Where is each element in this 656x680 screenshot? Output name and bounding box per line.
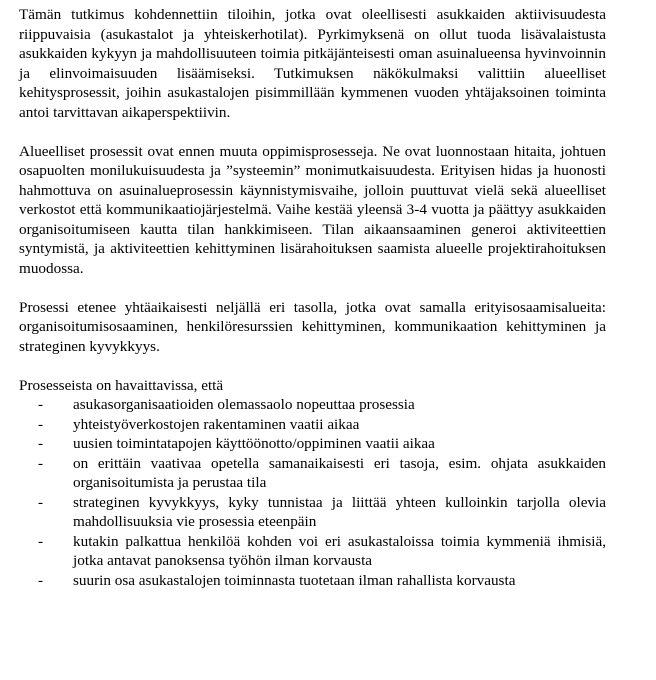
paragraph-four-levels: Prosessi etenee yhtäaikaisesti neljällä eri tasolla, jotka ovat samalla erityisosaamisalueita: organisoitumisosaaminen, henkilöresurssien kehittyminen, kommunikaation kehittyminen ja strateginen kyvykkyys. — [19, 298, 606, 355]
list-item — [19, 395, 606, 415]
list-item-text: strateginen kyvykkyys, kyky tunnistaa ja liittää yhteen kulloinkin tarjolla olevia mahdollisuuksia vie prosessia eteenpäin — [73, 493, 606, 530]
list-item-text: yhteistyöverkostojen rakentaminen vaatii aikaa — [73, 415, 360, 433]
bullet-dash: - — [38, 396, 44, 413]
list-item-text: uusien toimintatapojen käyttöönotto/oppiminen vaatii aikaa — [73, 435, 435, 452]
list-item-text: asukasorganisaatioiden olemassaolo nopeuttaa prosessia — [73, 396, 415, 413]
bullet-dash: - — [38, 493, 44, 511]
list-item — [19, 415, 606, 435]
list-item — [19, 454, 606, 493]
list-item — [19, 434, 606, 454]
list-intro: Prosesseista on havaittavissa, että — [19, 376, 224, 394]
bullet-dash: - — [38, 454, 44, 472]
bullet-dash: - — [38, 435, 44, 452]
bullet-dash: - — [38, 571, 44, 589]
list-item — [19, 571, 606, 591]
paragraph-regional-processes: Alueelliset prosessit ovat ennen muuta oppimisprosesseja. Ne ovat luonnostaan hitaita, johtuen osapuolten monilukuisuudesta ja ”systeemin” monimutkaisuudesta. Erityisen hidas ja huonosti hahmottuva on asuinalueprosessin käynnistymisvaihe, jolloin puuttuvat vielä sekä alueelliset verkostot että kommunikaatiojärjestelmä. Vaihe kestää yleensä 3-4 vuotta ja päättyy asukkaiden organisoitumiseen kautta tilan hankkimiseen. Tilan aikaansaaminen generoi aktiviteettien syntymistä, ja aktiviteettien kehittyminen lisärahoituksen saamista alueelle projektirahoituksen muodossa. — [19, 142, 606, 277]
list-item — [19, 493, 606, 532]
list-item-text: suurin osa asukastalojen toiminnasta tuotetaan ilman rahallista korvausta — [73, 571, 516, 589]
bullet-dash: - — [38, 415, 44, 433]
list-item-text: on erittäin vaativaa opetella samanaikaisesti eri tasoja, esim. ohjata asukkaiden organisoitumista ja perustaa tila — [73, 454, 606, 491]
list-item-text: kutakin palkattua henkilöä kohden voi eri asukastaloissa toimia kymmeniä ihmisiä, jotka antavat panoksensa työhön ilman korvausta — [73, 532, 606, 569]
observations-list — [19, 395, 606, 590]
list-item — [19, 532, 606, 571]
bullet-dash: - — [38, 532, 44, 550]
paragraph-research-focus: Tämän tutkimus kohdennettiin tiloihin, jotka ovat oleellisesti asukkaiden aktiivisuudesta riippuvaisia (asukastalot ja yhteiskerhotilat). Pyrkimyksenä on ollut tuoda lisävalaistusta asukkaiden kykyyn ja mahdollisuuteen toimia pitkäjänteisesti oman asuinalueensa hyvinvoinnin ja elinvoimaisuuden lisäämiseksi. Tutkimuksen näkökulmaksi valittiin alueelliset kehitysprosessit, joihin asukastalojen pisimmillään kymmenen vuoden yhtäjaksoinen toiminta antoi tarvittavan aikaperspektiivin. — [19, 6, 606, 121]
